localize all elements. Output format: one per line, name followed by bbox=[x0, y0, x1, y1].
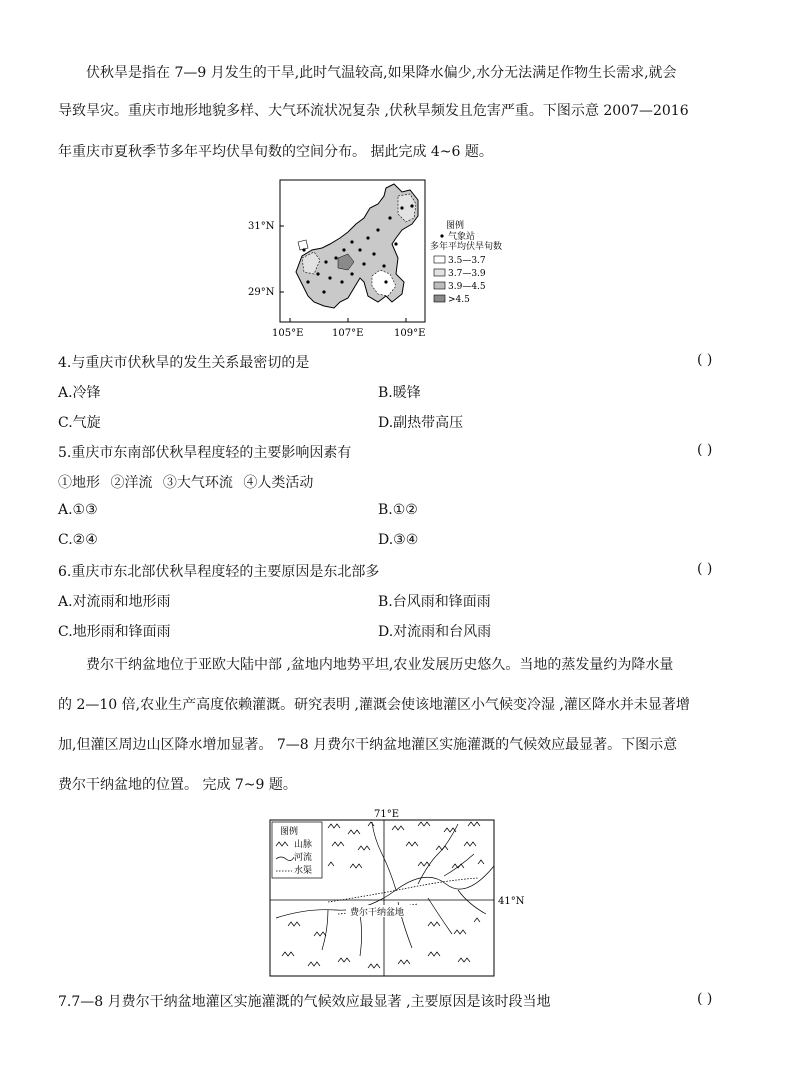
q6-option-a[interactable]: A.对流雨和地形雨 bbox=[58, 594, 171, 610]
q4-option-d[interactable]: D.副热带高压 bbox=[378, 415, 464, 431]
q4-answer-blank[interactable]: ( ) bbox=[697, 352, 713, 368]
map2-legend-title: 图例 bbox=[280, 827, 299, 837]
lon-label-71: 71°E bbox=[374, 809, 400, 820]
basin-label: 费尔干纳盆地 bbox=[350, 908, 405, 918]
q7-stem: 7.7—8 月费尔干纳盆地灌区实施灌溉的气候效应最显著 ,主要原因是该时段当地 bbox=[58, 994, 551, 1010]
q5-answer-blank[interactable]: ( ) bbox=[697, 442, 713, 458]
lon-label-105: 105°E bbox=[272, 328, 304, 339]
legend-subtitle: 多年平均伏旱旬数 bbox=[430, 242, 503, 252]
q6-option-b[interactable]: B.台风雨和锋面雨 bbox=[378, 594, 491, 610]
intro1-line1: 伏秋旱是指在 7—9 月发生的干旱,此时气温较高,如果降水偏少,水分无法满足作物生长需求,就会 bbox=[86, 65, 677, 81]
q5-stem: 5.重庆市东南部伏秋旱程度轻的主要影响因素有 bbox=[58, 445, 352, 461]
legend-item-2: 3.7—3.9 bbox=[448, 269, 486, 279]
q4-option-b[interactable]: B.暖锋 bbox=[378, 385, 421, 401]
q5-factors: ①地形 ②洋流 ③大气环流 ④人类活动 bbox=[58, 475, 314, 491]
legend-title: 图例 bbox=[446, 221, 465, 231]
fergana-basin-map bbox=[268, 806, 525, 981]
chongqing-drought-map bbox=[248, 178, 503, 342]
intro1-line2: 导致旱灾。重庆市地形地貌多样、大气环流状况复杂 ,伏秋旱频发且危害严重。下图示意 2007—2016 bbox=[58, 103, 689, 119]
legend-mountain: 山脉 bbox=[294, 840, 313, 850]
q5-option-a[interactable]: A.①③ bbox=[58, 502, 98, 518]
intro2-line1: 费尔干纳盆地位于亚欧大陆中部 ,盆地内地势平坦,农业发展历史悠久。当地的蒸发量约为降水量 bbox=[86, 657, 674, 673]
intro2-line4: 费尔干纳盆地的位置。 完成 7~9 题。 bbox=[58, 777, 297, 793]
lon-label-109: 109°E bbox=[394, 328, 426, 339]
q6-option-d[interactable]: D.对流雨和台风雨 bbox=[378, 624, 492, 640]
zone-white-sw bbox=[298, 240, 308, 250]
q4-option-c[interactable]: C.气旋 bbox=[58, 415, 101, 431]
lon-label-107: 107°E bbox=[332, 328, 364, 339]
legend-item-3: 3.9—4.5 bbox=[448, 282, 486, 292]
legend-river: 河流 bbox=[294, 853, 313, 863]
q5-option-c[interactable]: C.②④ bbox=[58, 532, 98, 548]
legend-canal: 水渠 bbox=[294, 866, 313, 876]
q6-option-c[interactable]: C.地形雨和锋面雨 bbox=[58, 624, 171, 640]
lat-label-29: 29°N bbox=[248, 287, 275, 298]
lat-label-41: 41°N bbox=[498, 896, 525, 907]
q4-option-a[interactable]: A.冷锋 bbox=[58, 385, 101, 401]
q5-option-b[interactable]: B.①② bbox=[378, 502, 418, 518]
intro2-line3: 加,但灌区周边山区降水增加显著。 7—8 月费尔干纳盆地灌区实施灌溉的气候效应最显著。下图示意 bbox=[58, 737, 678, 753]
q6-answer-blank[interactable]: ( ) bbox=[697, 561, 713, 577]
q7-answer-blank[interactable]: ( ) bbox=[697, 991, 713, 1007]
map1-legend bbox=[430, 219, 502, 305]
intro1-line3: 年重庆市夏秋季节多年平均伏旱旬数的空间分布。 据此完成 4~6 题。 bbox=[58, 144, 493, 160]
legend-item-1: 3.5—3.7 bbox=[448, 256, 486, 266]
q6-stem: 6.重庆市东北部伏秋旱程度轻的主要原因是东北部多 bbox=[58, 564, 380, 580]
legend-station: 气象站 bbox=[448, 232, 476, 242]
lat-label-31: 31°N bbox=[248, 221, 275, 232]
q5-option-d[interactable]: D.③④ bbox=[378, 532, 419, 548]
q4-stem: 4.与重庆市伏秋旱的发生关系最密切的是 bbox=[58, 355, 310, 371]
intro2-line2: 的 2—10 倍,农业生产高度依赖灌溉。研究表明 ,灌溉会使该地灌区小气候变冷湿 ,灌区降水并未显著增 bbox=[58, 697, 690, 713]
legend-item-4: >4.5 bbox=[448, 295, 470, 305]
